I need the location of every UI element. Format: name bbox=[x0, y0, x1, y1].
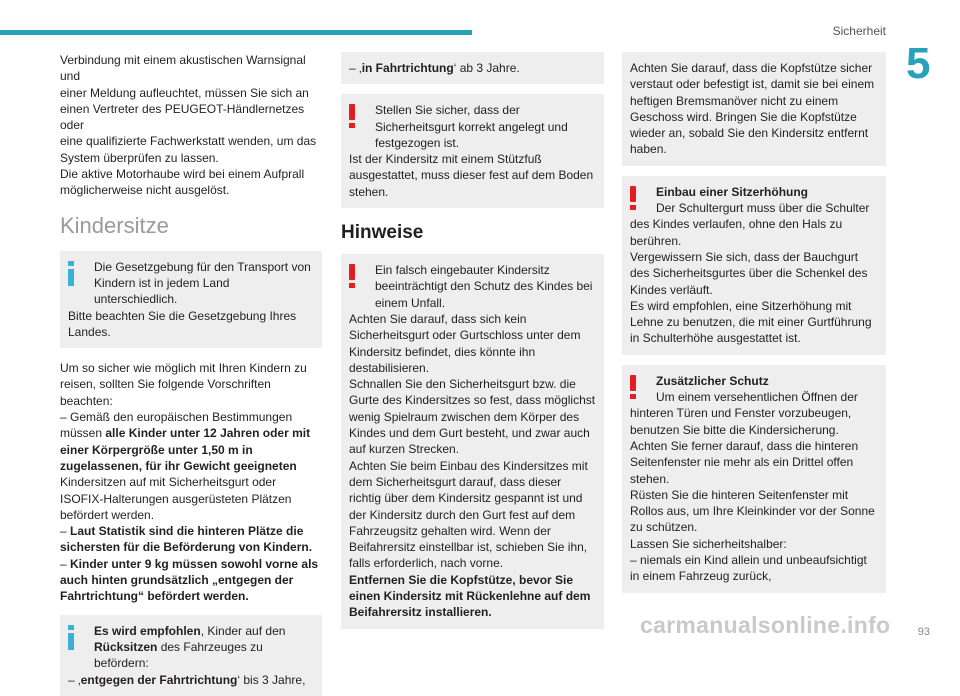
line-rest: ‘ ab 3 Jahre. bbox=[453, 61, 520, 75]
box-headrest bbox=[622, 52, 886, 166]
info-box-recommendation bbox=[60, 615, 322, 696]
line-prefix: – ‚ bbox=[349, 61, 362, 75]
warning-box-extra-protection bbox=[622, 365, 886, 593]
warning-text: Es wird empfohlen, eine Sitzerhöhung mit Lehne zu benutzen, die mit einer Gurtführung in Schulterhöhe ausgestattet ist. bbox=[630, 298, 872, 346]
info-box-legislation bbox=[60, 251, 322, 348]
intro-line: möglicherweise nicht ausgelöst. bbox=[60, 183, 230, 198]
warning-icon bbox=[630, 186, 640, 210]
warning-text: – niemals ein Kind allein und unbeaufsichtigt in einem Fahrzeug zurück, bbox=[630, 553, 867, 584]
line-rest: ‘ bis 3 Jahre, bbox=[237, 672, 306, 687]
box-text: Achten Sie darauf, dass die Kopfstütze sicher verstaut oder befestigt ist, damit sie bei einem heftigen Bremsmanöver nicht zu einem Geschoss wird. Bringen Sie die Kopfstütze wieder an, sobald Sie den Kindersitz entfernt haben. bbox=[630, 61, 875, 157]
intro-line: Verbindung mit einem akustischen Warnsignal und bbox=[60, 53, 306, 84]
warning-icon bbox=[630, 375, 640, 399]
intro-line: System überprüfen zu lassen. bbox=[60, 150, 219, 165]
warning-text: des Kindes verlaufen, ohne den Hals zu berühren. bbox=[630, 217, 843, 248]
column-3 bbox=[622, 52, 886, 593]
warning-lead: Der Schultergurt muss über die Schulter bbox=[656, 201, 870, 216]
info-line bbox=[68, 639, 314, 672]
line-prefix: – ‚ bbox=[68, 672, 81, 687]
info-icon bbox=[68, 261, 78, 286]
header-accent-bar bbox=[0, 30, 472, 35]
line-bold: in Fahrtrichtung bbox=[361, 61, 454, 75]
rule-item bbox=[60, 523, 322, 556]
warning-text: Vergewissern Sie sich, dass der Bauchgurt des Sicherheitsgurtes über die Schenkel des Kindes verläuft. bbox=[630, 249, 868, 297]
column-2 bbox=[341, 52, 604, 629]
warning-box-seatbelt bbox=[341, 94, 604, 208]
warning-title: Einbau einer Sitzerhöhung bbox=[656, 184, 809, 199]
watermark: carmanualsonline.info bbox=[640, 612, 891, 638]
intro-line: Die aktive Motorhaube wird bei einem Aufprall bbox=[60, 167, 305, 182]
rule-item bbox=[60, 556, 322, 605]
rule-suffix: Kindersitzen auf mit Sicherheitsgurt oder ISOFIX-Halterungen ausgerüsteten Plätzen befördert werden. bbox=[60, 475, 292, 522]
info-text: Bitte beachten Sie die Gesetzgebung Ihres Landes. bbox=[68, 308, 297, 339]
warning-box-installation bbox=[341, 254, 604, 629]
heading-hinweise: Hinweise bbox=[341, 222, 424, 244]
chapter-number: 5 bbox=[906, 39, 931, 88]
line-bold: Rücksitzen bbox=[94, 639, 158, 654]
rule-bold: Kinder unter 9 kg müssen sowohl vorne als auch hinten grundsätzlich „entgegen der Fahrtrichtung“ befördert werden. bbox=[60, 556, 319, 604]
info-lead bbox=[68, 623, 314, 639]
lead-bold: Es wird empfohlen bbox=[94, 623, 201, 638]
intro-line: einer Meldung aufleuchtet, müssen Sie sich an bbox=[60, 85, 309, 100]
rule-prefix: – bbox=[60, 556, 71, 571]
rule-prefix: – bbox=[60, 524, 71, 539]
box-line bbox=[349, 60, 596, 76]
rule-item bbox=[60, 409, 322, 523]
warning-text: Schnallen Sie den Sicherheitsgurt bzw. die Gurte des Kindersitzes so fest, dass möglichst wenig Spielraum zwischen dem Körper des Kindes und dem Gurt besteht, und zwar auch auf kurzen Strecken. bbox=[349, 377, 596, 457]
heading-kindersitze: Kindersitze bbox=[60, 212, 169, 238]
warning-icon bbox=[349, 104, 359, 128]
line-rest: des Fahrzeuges zu befördern: bbox=[94, 639, 263, 671]
warning-text: Rüsten Sie die hinteren Seitenfenster mit Rollos aus, um Ihre Kleinkinder vor der Sonne zu schützen. bbox=[630, 487, 875, 535]
warning-text-bold: Entfernen Sie die Kopfstütze, bevor Sie einen Kindersitz mit Rückenlehne auf dem Beifahrersitz installieren. bbox=[349, 572, 591, 620]
warning-text: Lassen Sie sicherheitshalber: bbox=[630, 536, 787, 551]
warning-box-booster-seat bbox=[622, 176, 886, 355]
warning-title: Zusätzlicher Schutz bbox=[656, 373, 769, 388]
box-forward-facing bbox=[341, 52, 604, 84]
warning-icon bbox=[349, 264, 359, 288]
info-icon bbox=[68, 625, 78, 650]
info-lead: Die Gesetzgebung für den Transport von Kindern ist in jedem Land unterschiedlich. bbox=[94, 259, 311, 307]
intro-line: eine qualifizierte Fachwerkstatt wenden, um das bbox=[60, 134, 317, 149]
intro-text bbox=[60, 52, 322, 199]
child-seat-rules bbox=[60, 360, 322, 604]
line-bold: entgegen der Fahrtrichtung bbox=[80, 672, 238, 687]
page-number: 93 bbox=[917, 626, 930, 638]
warning-lead: Ein falsch eingebauter Kindersitz beeinträchtigt den Schutz des Kindes bei einem Unfall. bbox=[375, 263, 593, 310]
rule-prefix: – Gemäß den europäischen Bestimmungen müssen bbox=[60, 410, 293, 441]
warning-text: Ist der Kindersitz mit einem Stützfuß ausgestattet, muss dieser fest auf dem Boden stehen. bbox=[349, 152, 594, 199]
intro-line: einen Vertreter des PEUGEOT-Händlernetzes oder bbox=[60, 101, 305, 133]
warning-text: hinteren Türen und Fenster vorzubeugen, benutzen Sie bitte die Kindersicherung. bbox=[630, 406, 852, 437]
rule-bold: Laut Statistik sind die hinteren Plätze die sichersten für die Beförderung von Kindern. bbox=[60, 524, 313, 555]
warning-text: Achten Sie darauf, dass sich kein Sicherheitsgurt oder Gurtschloss unter dem Kindersitz befindet, dies könnte ihn destabilisieren. bbox=[349, 311, 581, 375]
warning-text: Achten Sie ferner darauf, dass die hinteren Seitenfenster nie mehr als ein Drittel offen stehen. bbox=[630, 438, 859, 486]
warning-text: Achten Sie beim Einbau des Kindersitzes mit dem Sicherheitsgurt darauf, dass dieser richtig über dem Kindersitz gespannt ist und der Kindersitz durch den Gurt fest auf dem Fahrzeugsitz gehalten wird. Wenn der Beifahrersitz einstellbar ist, schieben Sie ihn, falls erforderlich, nach vorne. bbox=[349, 458, 588, 571]
warning-lead: Stellen Sie sicher, dass der Sicherheitsgurt korrekt angelegt und festgezogen ist. bbox=[375, 103, 568, 150]
rules-intro: Um so sicher wie möglich mit Ihren Kindern zu reisen, sollten Sie folgende Vorschriften beachten: bbox=[60, 361, 307, 408]
lead-rest: , Kinder auf den bbox=[200, 623, 286, 638]
info-line bbox=[68, 672, 314, 688]
column-1 bbox=[60, 52, 322, 696]
section-title: Sicherheit bbox=[832, 24, 886, 38]
warning-lead: Um einem versehentlichen Öffnen der bbox=[656, 390, 858, 405]
rule-bold: alle Kinder unter 12 Jahren oder mit einer Körpergröße unter 1,50 m in zugelassenen, für ihr Gewicht geeigneten bbox=[60, 426, 311, 473]
